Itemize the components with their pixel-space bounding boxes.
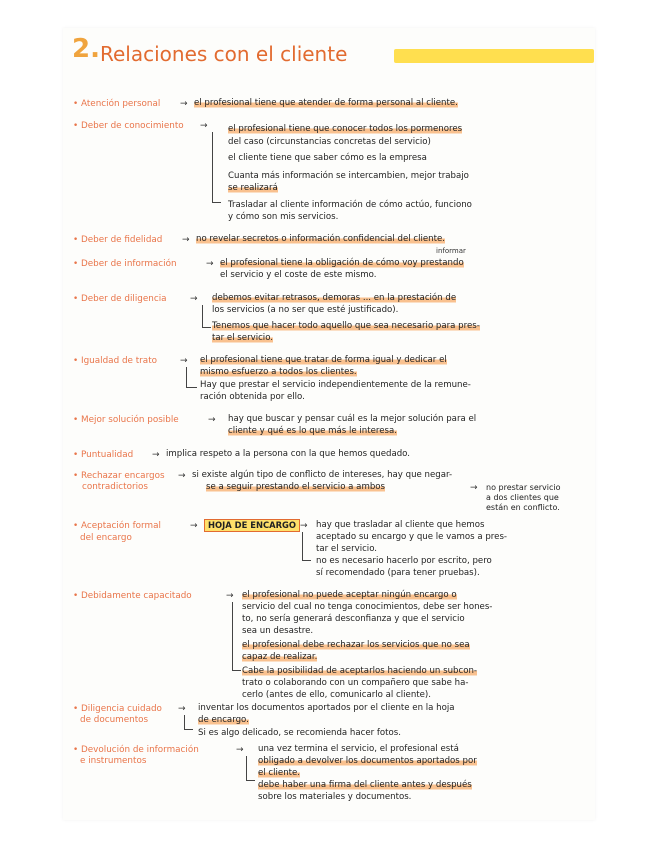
text-line: Trasladar al cliente información de cómo actúo, funciono (228, 200, 472, 210)
text-line: inventar los documentos aportados por el cliente en la hoja (198, 703, 455, 713)
title-text: Relaciones con el cliente (100, 42, 348, 66)
text-line: servicio del cual no tenga conocimientos, debe ser hones- (242, 602, 493, 612)
side-note: a dos clientes que (486, 493, 559, 502)
text-line: y cómo son mis servicios. (228, 212, 339, 222)
arrow-icon: → (180, 99, 188, 109)
arrow-icon: → (190, 521, 198, 531)
key-diligencia: • Deber de diligencia (73, 294, 167, 304)
key-rechazar: • Rechazar encargos (73, 471, 165, 481)
key-puntualidad: • Puntualidad (73, 450, 134, 460)
text-line: Si es algo delicado, se recomienda hacer fotos. (198, 728, 402, 738)
text-line: Cabe la posibilidad de aceptarlos haciendo un subcon- (242, 666, 477, 676)
side-note: no prestar servicio (486, 483, 561, 492)
text-line: cerlo (antes de ello, comunicarlo al cliente). (242, 690, 432, 700)
text-line: debemos evitar retrasos, demoras ... en la prestación de (212, 293, 457, 303)
text-line: no revelar secretos o información confidencial del cliente. (196, 234, 446, 244)
text-line: el profesional tiene que tratar de forma igual y dedicar el (200, 355, 447, 365)
key-aceptacion: • Aceptación formal (73, 521, 161, 531)
key-igualdad: • Igualdad de trato (73, 356, 158, 366)
text-line: tar el servicio. (212, 333, 274, 343)
key-custodia: • Diligencia cuidado (73, 704, 162, 714)
key-informacion: • Deber de información (73, 259, 177, 269)
key-devolucion: • Devolución de información (73, 745, 199, 755)
text-line: no es necesario hacerlo por escrito, pero (316, 556, 492, 566)
text-line: implica respeto a la persona con la que hemos quedado. (166, 449, 411, 459)
key-conocimiento: • Deber de conocimiento (73, 121, 184, 131)
key-rechazar-cont: contradictorios (82, 482, 148, 492)
text-line: si existe algún tipo de conflicto de intereses, hay que negar- (192, 470, 453, 480)
text-line: el profesional tiene que atender de forma personal al cliente. (194, 98, 458, 108)
key-custodia-cont: de documentos (80, 715, 149, 725)
bracket-line (302, 532, 311, 561)
arrow-icon: → (180, 356, 188, 366)
text-line: hay que trasladar al cliente que hemos (316, 520, 485, 530)
text-line: capaz de realizar. (242, 652, 318, 662)
text-line: obligado a devolver los documentos aportados por (258, 756, 477, 766)
text-line: cliente y qué es lo que más le interesa. (228, 426, 398, 436)
arrow-icon: → (226, 591, 234, 601)
arrow-icon: → (300, 521, 308, 531)
arrow-icon: → (470, 483, 478, 493)
arrow-icon: → (206, 259, 214, 269)
arrow-icon: → (178, 471, 186, 481)
text-line: hay que buscar y pensar cuál es la mejor solución para el (228, 414, 477, 424)
text-line: Hay que prestar el servicio independientemente de la remune- (200, 380, 471, 390)
page-title (0, 34, 520, 74)
text-line: el servicio y el coste de este mismo. (220, 270, 377, 280)
arrow-icon: → (182, 235, 190, 245)
bracket-line (212, 132, 221, 203)
text-line: el profesional no puede aceptar ningún encargo o (242, 590, 457, 600)
bracket-line (202, 305, 211, 328)
key-devolucion-cont: e instrumentos (80, 756, 147, 766)
text-line: el cliente. (258, 768, 301, 778)
bracket-line (186, 367, 197, 388)
key-fidelidad: • Deber de fidelidad (73, 235, 163, 245)
text-line: de encargo. (198, 715, 249, 725)
key-aceptacion-cont: del encargo (80, 533, 132, 543)
text-line: aceptado su encargo y que le vamos a pres- (316, 532, 508, 542)
text-line: to, no sería generará desconfianza y que el servicio (242, 614, 465, 624)
text-line: tar el servicio. (316, 544, 378, 554)
text-line: debe haber una firma del cliente antes y después (258, 780, 472, 790)
arrow-icon: → (190, 294, 198, 304)
title-number: 2. (72, 34, 100, 64)
arrow-icon: → (178, 704, 186, 714)
arrow-icon: → (208, 415, 216, 425)
key-mejor: • Mejor solución posible (73, 415, 179, 425)
title-highlight (394, 49, 594, 63)
text-line: sí recomendado (para tener pruebas). (316, 568, 480, 578)
text-line: se realizará (228, 183, 278, 193)
text-line: el profesional tiene la obligación de cómo voy prestando (220, 258, 464, 268)
arrow-icon: → (200, 121, 208, 131)
text-line: mismo esfuerzo a todos los clientes. (200, 367, 357, 377)
bracket-line (232, 602, 241, 671)
text-line: del caso (circunstancias concretas del servicio) (228, 137, 431, 147)
text-line: los servicios (a no ser que esté justificado). (212, 305, 399, 315)
text-line: el profesional debe rechazar los servicios que no sea (242, 640, 470, 650)
hoja-encargo-box: HOJA DE ENCARGO (204, 519, 300, 532)
text-line: el cliente tiene que saber cómo es la empresa (228, 153, 427, 163)
text-line: trato o colaborando con un compañero que sabe ha- (242, 678, 469, 688)
text-line: ración obtenida por ello. (200, 392, 305, 402)
arrow-icon: → (236, 745, 244, 755)
text-line: el profesional tiene que conocer todos los pormenores (228, 124, 463, 134)
key-capacitado: • Debidamente capacitado (73, 591, 192, 601)
text-line: una vez termina el servicio, el profesional está (258, 744, 459, 754)
side-note: están en conflicto. (486, 503, 560, 512)
annotation-note: informar (436, 247, 466, 255)
text-line: Cuanta más información se intercambien, mejor trabajo (228, 171, 469, 181)
text-line: se a seguir prestando el servicio a ambos (206, 482, 386, 492)
arrow-icon: → (152, 450, 160, 460)
bracket-line (184, 715, 193, 730)
text-line: sea un desastre. (242, 626, 314, 636)
key-atencion: • Atención personal (73, 99, 161, 109)
text-line: Tenemos que hacer todo aquello que sea necesario para pres- (212, 321, 480, 331)
bracket-line (246, 756, 255, 781)
text-line: sobre los materiales y documentos. (258, 792, 412, 802)
